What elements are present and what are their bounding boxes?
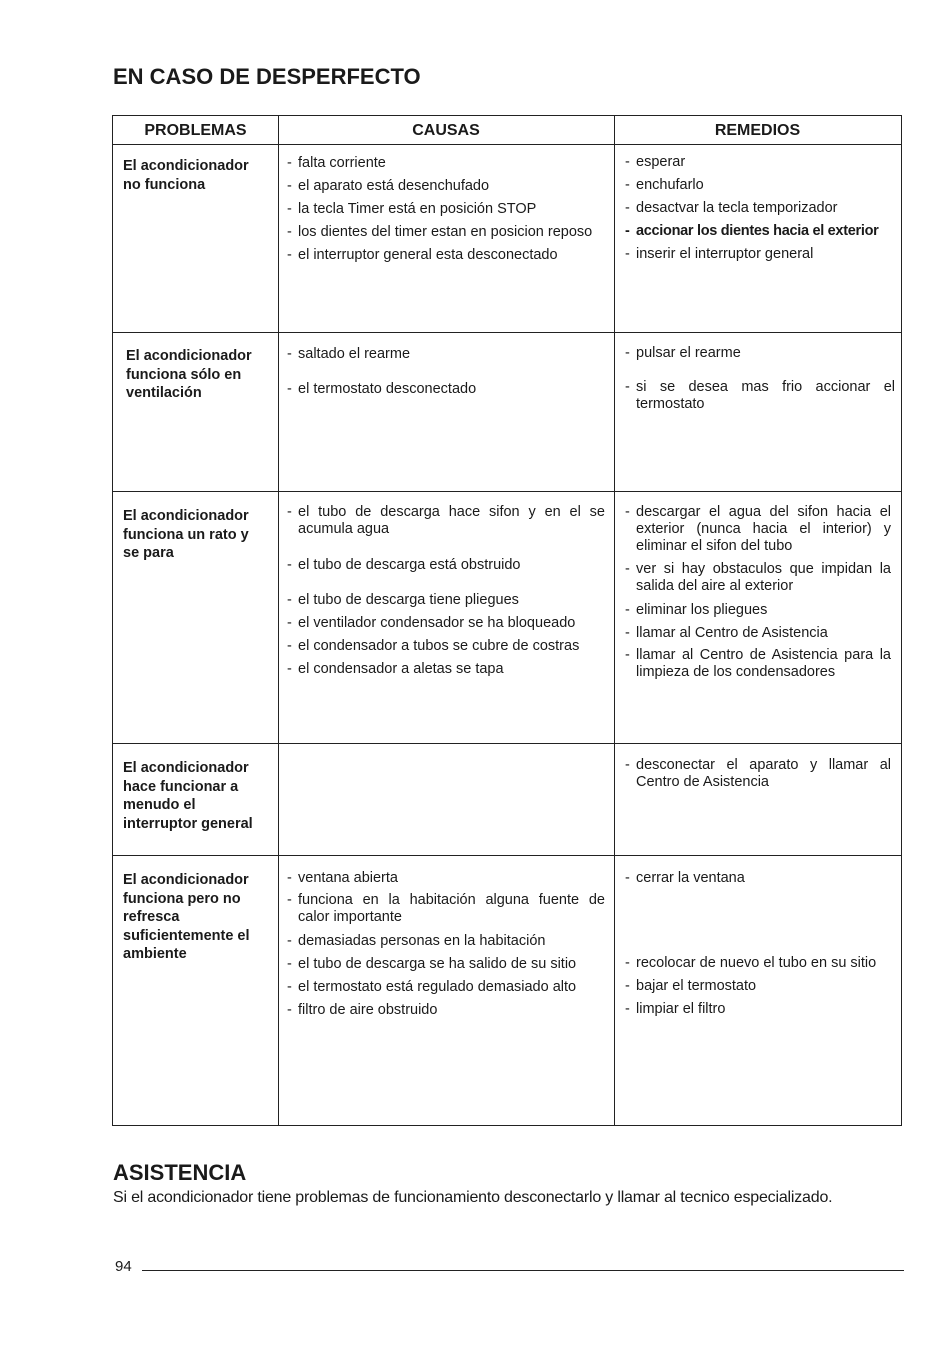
problem-line: funciona un rato y [123,526,249,543]
header-causas: CAUSAS [412,122,480,139]
cause-item: - ventana abierta [287,867,605,890]
causes-cell [287,343,607,401]
remedy-item: - pulsar el rearme [625,342,895,365]
cause-item: - el termostato está regulado demasiado alto [287,976,605,999]
cause-item: - el tubo de descarga tiene pliegues [287,589,605,612]
row-divider [113,332,901,333]
cause-item: - falta corriente [287,152,607,175]
spacer [625,890,895,952]
header-divider [113,144,901,145]
cause-item: - la tecla Timer está en posición STOP [287,198,607,221]
remedy-item: - accionar los dientes hacia el exterior [625,220,895,243]
cause-item: - el condensador a aletas se tapa [287,658,605,681]
causes-cell [287,502,605,681]
asistencia-title: ASISTENCIA [113,1160,247,1185]
cause-item: - el tubo de descarga hace sifon y en el se acumula agua [287,502,605,542]
row-divider [113,743,901,744]
causes-cell [287,867,605,1022]
remedy-item: - descargar el agua del sifon hacia el exterior (nunca hacia el interior) y eliminar el sifon del tubo [625,502,891,559]
problem-line: El acondicionador [123,760,249,776]
remedies-cell [625,502,891,685]
remedy-item: - cerrar la ventana [625,867,895,890]
cause-item: - los dientes del timer estan en posicion reposo [287,221,607,244]
remedy-item: - llamar al Centro de Asistencia [625,622,891,645]
problem-cell [126,347,276,403]
problem-line: interruptor general [123,815,253,832]
problem-line: refresca [123,909,180,925]
header-problemas: PROBLEMAS [144,122,247,139]
problem-line: El acondicionador [123,508,249,524]
troubleshooting-table [112,115,902,1126]
asistencia-text: Si el acondicionador tiene problemas de funcionamiento desconectarlo y llamar al tecnico especializado. [113,1189,833,1206]
problem-line: El acondicionador [123,872,249,888]
remedy-item: - si se desea mas frio accionar el termostato [625,377,895,417]
cause-item: - el ventilador condensador se ha bloqueado [287,612,605,635]
problem-line: El acondicionador [126,348,252,364]
remedy-item: - bajar el termostato [625,975,895,998]
footer-rule [142,1270,904,1271]
cause-item: - el condensador a tubos se cubre de costras [287,635,605,658]
problem-line: ambiente [123,946,187,962]
cause-item: - funciona en la habitación alguna fuente de calor importante [287,890,605,930]
remedy-item: - desactvar la tecla temporizador [625,197,895,220]
problem-line: se para [123,545,174,561]
spacer [287,577,605,589]
cause-item: - el aparato está desenchufado [287,175,607,198]
cause-item: - demasiadas personas en la habitación [287,930,605,953]
remedy-item: - enchufarlo [625,174,895,197]
row-divider [113,491,901,492]
page-title: EN CASO DE DESPERFECTO [113,64,421,89]
cause-item: - el termostato desconectado [287,378,607,401]
problem-cell [123,871,275,964]
cause-item: - el interruptor general esta desconectado [287,244,607,267]
problem-line: no funciona [123,176,206,193]
remedies-cell [625,151,895,266]
spacer [625,365,895,377]
remedy-item: - llamar al Centro de Asistencia para la limpieza de los condensadores [625,645,891,685]
problem-cell [123,507,273,563]
row-divider [113,855,901,856]
problem-line: El acondicionador [123,158,249,174]
causes-cell [287,152,607,267]
problem-line: suficientemente el [123,927,250,944]
column-divider [614,116,615,1125]
cause-item: - filtro de aire obstruido [287,999,605,1022]
remedy-item: - recolocar de nuevo el tubo en su sitio [625,952,895,975]
remedy-item: - desconectar el aparato y llamar al Centro de Asistencia [625,755,891,795]
cause-item: - el tubo de descarga se ha salido de su sitio [287,953,605,976]
problem-line: hace funcionar a [123,778,239,795]
remedy-item: - eliminar los pliegues [625,599,891,622]
remedy-item: - ver si hay obstaculos que impidan la salida del aire al exterior [625,559,891,599]
problem-line: ventilación [126,385,202,401]
problem-line: menudo el [123,797,196,813]
cause-item: - saltado el rearme [287,343,607,366]
problem-cell [123,157,273,194]
cause-item: - el tubo de descarga está obstruido [287,554,605,577]
page-number: 94 [115,1258,132,1275]
problem-cell [123,759,273,833]
remedy-item: - esperar [625,151,895,174]
spacer [287,366,607,378]
remedies-cell [625,867,895,1021]
problem-line: funciona pero no [123,890,241,907]
problem-line: funciona sólo en [126,366,242,383]
spacer [287,542,605,554]
remedy-item: - limpiar el filtro [625,998,895,1021]
column-divider [278,116,279,1125]
header-remedios: REMEDIOS [714,122,801,139]
remedies-cell [625,755,891,795]
remedy-item: - inserir el interruptor general [625,243,895,266]
remedies-cell [625,342,895,417]
